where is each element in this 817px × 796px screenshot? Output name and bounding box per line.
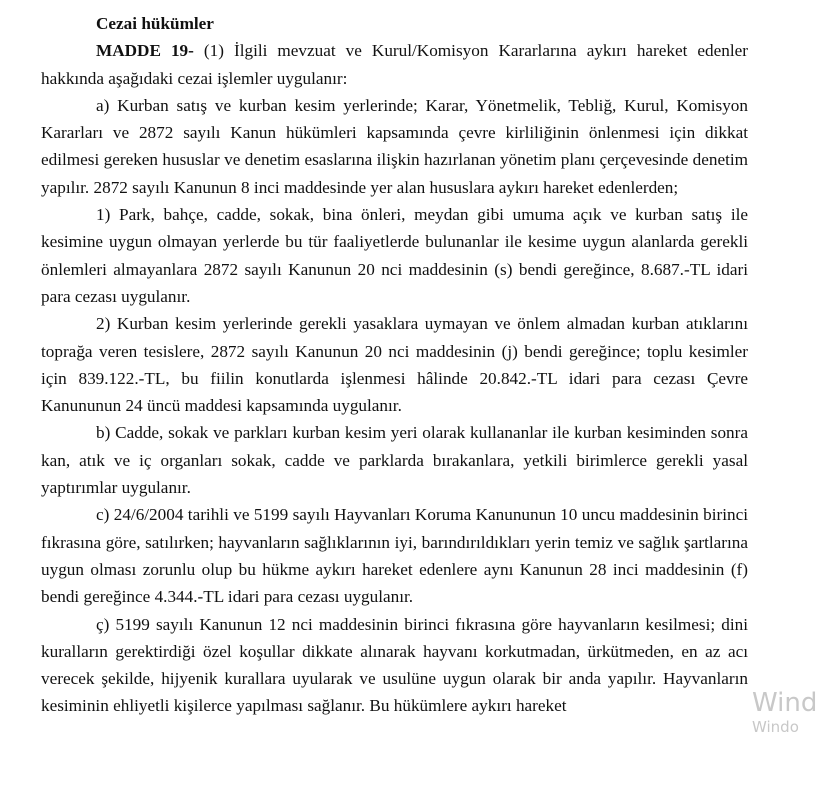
clause-a: a) Kurban satış ve kurban kesim yerlerinde; Karar, Yönetmelik, Tebliğ, Kurul, Komisyon Kararları ve 2872 sayılı Kanun hükümleri kapsamında çevre kirliliğinin önlenmesi için dikkat edilmesi gereken hususlar ve denetim esaslarına ilişkin hazırlanan yönetim planı çerçevesinde denetim yapılır. 2872 sayılı Kanunun 8 inci maddesinde yer alan hususlara aykırı hareket edenlerden; (41, 95, 748, 197)
section-heading: Cezai hükümler (96, 14, 214, 33)
clause-b: b) Cadde, sokak ve parkları kurban kesim yeri olarak kullananlar ile kurban kesiminden sonra kan, atık ve iç organları sokak, cadde ve parklarda bırakanlara, yetkili birimlerce gerekli yasal yaptırımlar uygulanır. (41, 423, 748, 498)
article-paragraph (41, 37, 748, 92)
subclause-2: 2) Kurban kesim yerlerinde gerekli yasaklara uymayan ve önlem almadan kurban atıklarını toprağa veren tesislere, 2872 sayılı Kanunun 20 nci maddesinin (j) bendi gereğince; toplu kesimler için 839.122.-TL, bu fiilin konutlarda işlenmesi hâlinde 20.842.-TL idari para cezası Çevre Kanununun 24 üncü maddesi kapsamında uygulanır. (41, 314, 748, 416)
clause-c: c) 24/6/2004 tarihli ve 5199 sayılı Hayvanları Koruma Kanununun 10 uncu maddesinin birinci fıkrasına göre, satılırken; hayvanların sağlıklarının iyi, barındırıldıkları yerin temiz ve sağlık şartlarına uygun olması zorunlu olup bu hükme aykırı hareket edenlere aynı Kanunun 28 inci maddesinin (f) bendi gereğince 4.344.-TL idari para cezası uygulanır. (41, 505, 748, 607)
article-text: (1) İlgili mevzuat ve Kurul/Komisyon Kararlarına aykırı hareket edenler hakkında aşağıdaki cezai işlemler uygulanır: (41, 41, 749, 88)
watermark-line-2: Windo (752, 718, 799, 736)
clause-c-cedilla: ç) 5199 sayılı Kanunun 12 nci maddesinin birinci fıkrasına göre hayvanların kesilmesi; dini kuralların gerektirdiği özel koşullar dikkate alınarak hayvanı korkutmadan, ürkütmeden, en az acı verecek şekilde, hijyenik kurallara uyularak ve usulüne uygun olarak bir anda yapılır. Hayvanların kesiminin ehliyetli kişilerce yapılması sağlanır. Bu hükümlere aykırı hareket (41, 614, 748, 716)
activation-watermark (752, 690, 817, 735)
document-body (41, 10, 748, 720)
article-label: MADDE 19- (96, 41, 194, 61)
watermark-line-1: Wind (752, 688, 817, 718)
subclause-1: 1) Park, bahçe, cadde, sokak, bina önleri, meydan gibi umuma açık ve kurban satış ile kesimine uygun olmayan yerlerde bu tür faaliyetlerde bulunanlar ile kesime uygun alanlarda gerekli önlemleri almayanlara 2872 sayılı Kanunun 20 nci maddesinin (s) bendi gereğince, 8.687.-TL idari para cezası uygulanır. (41, 205, 748, 306)
